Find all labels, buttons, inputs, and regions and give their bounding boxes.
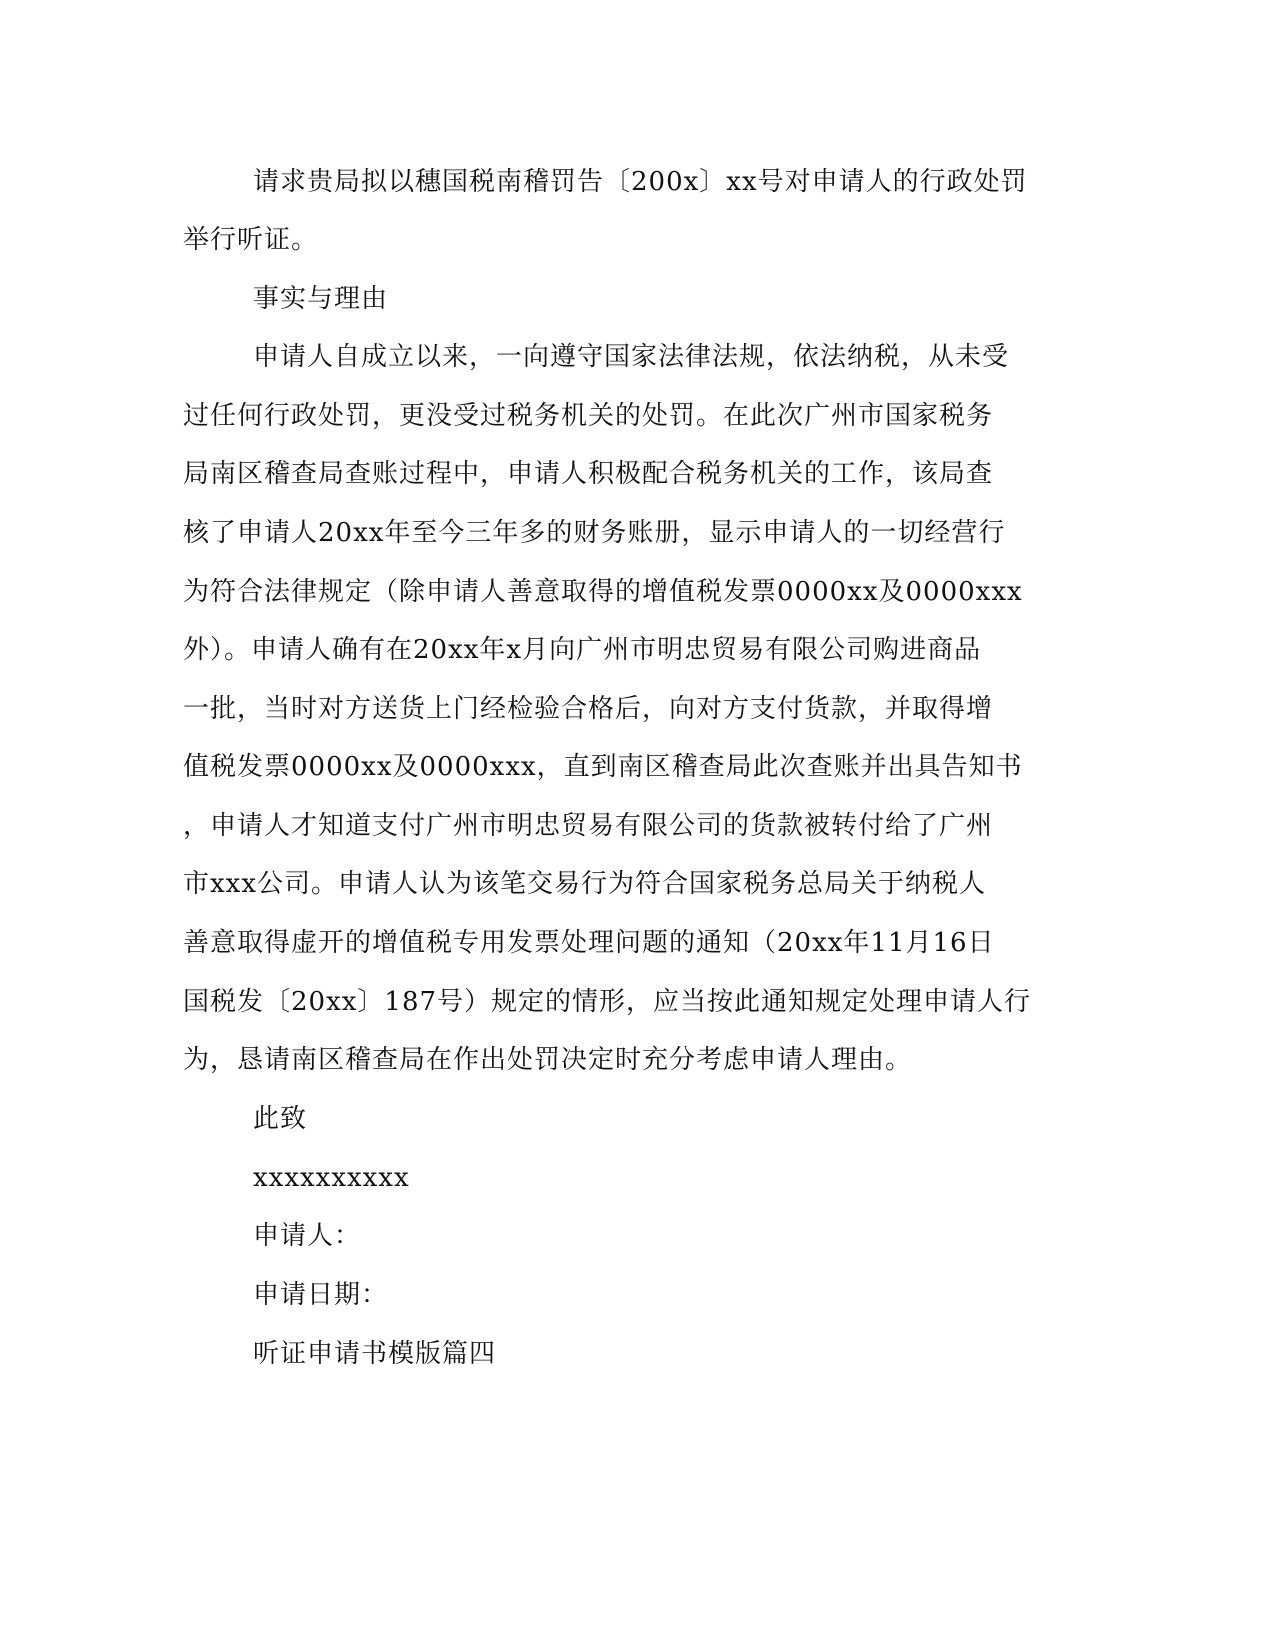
paragraph-line: 局南区稽查局查账过程中，申请人积极配合税务机关的工作，该局查: [183, 459, 994, 489]
paragraph-line: 市xxx公司。申请人认为该笔交易行为符合国家税务总局关于纳税人: [183, 869, 986, 899]
paragraph-line: 举行听证。: [183, 225, 319, 255]
paragraph-line: 过任何行政处罚，更没受过税务机关的处罚。在此次广州市国家税务: [183, 401, 994, 431]
paragraph-line: 外）。申请人确有在20xx年x月向广州市明忠贸易有限公司购进商品: [183, 635, 982, 665]
paragraph-line: 一批，当时对方送货上门经检验合格后，向对方支付货款，并取得增: [183, 694, 994, 724]
recipient: xxxxxxxxxx: [253, 1163, 410, 1193]
paragraph-line: ，申请人才知道支付广州市明忠贸易有限公司的货款被转付给了广州: [183, 811, 994, 841]
section-heading: 事实与理由: [253, 284, 389, 314]
paragraph-line: 为符合法律规定（除申请人善意取得的增值税发票0000xx及0000xxx: [183, 577, 1023, 607]
paragraph-line: 申请人自成立以来，一向遵守国家法律法规，依法纳税，从未受: [253, 342, 1010, 372]
application-date-label: 申请日期：: [253, 1280, 389, 1310]
paragraph-line: 核了申请人20xx年至今三年多的财务账册，显示申请人的一切经营行: [183, 518, 1006, 548]
salutation: 此致: [253, 1104, 308, 1134]
paragraph-line: 国税发〔20xx〕187号）规定的情形，应当按此通知规定处理申请人行: [183, 987, 1032, 1017]
paragraph-line: 值税发票0000xx及0000xxx，直到南区稽查局此次查账并出具告知书: [183, 752, 1023, 782]
paragraph-line: 善意取得虚开的增值税专用发票处理问题的通知（20xx年11月16日: [183, 928, 995, 958]
paragraph-line: 请求贵局拟以穗国税南稽罚告〔200x〕xx号对申请人的行政处罚: [253, 167, 1028, 197]
paragraph-line: 为，恳请南区稽查局在作出处罚决定时充分考虑申请人理由。: [183, 1045, 913, 1075]
section-title: 听证申请书模版篇四: [253, 1339, 497, 1369]
applicant-label: 申请人：: [253, 1221, 362, 1251]
